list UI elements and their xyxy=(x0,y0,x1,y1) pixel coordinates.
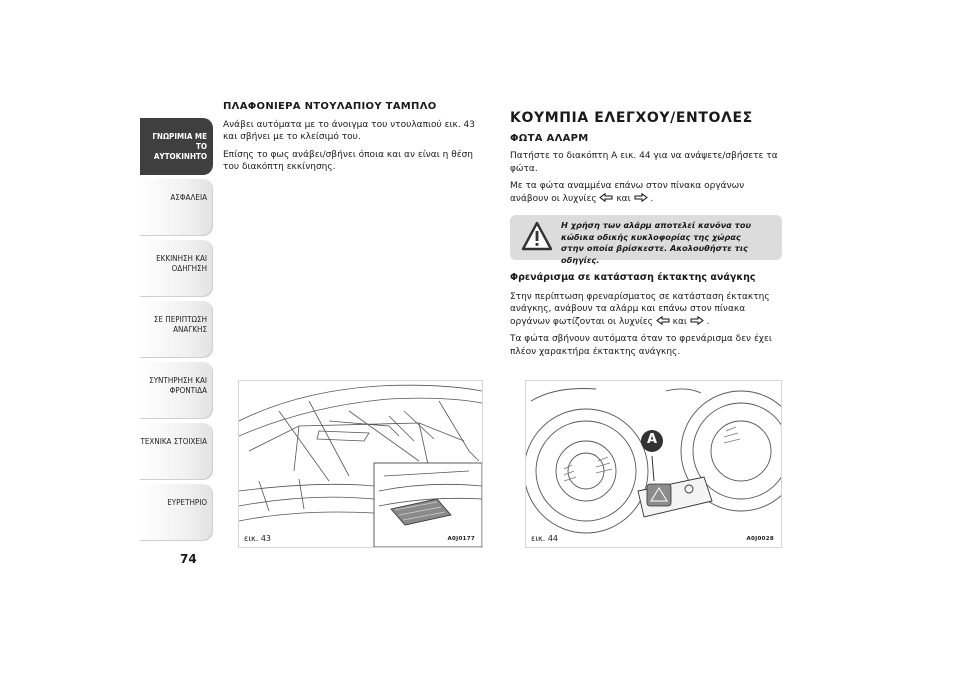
paragraph: Τα φώτα σβήνουν αυτόματα όταν το φρενάρισμα δεν έχει πλέον χαρακτήρα έκτακτης ανάγκης. xyxy=(510,334,772,357)
figure-code: A0J0028 xyxy=(746,536,774,542)
paragraph xyxy=(510,291,782,329)
page-number: 74 xyxy=(180,552,197,566)
tab-index[interactable]: ΕΥΡΕΤΗΡΙΟ xyxy=(140,484,213,541)
callout-label-a: A xyxy=(646,432,658,447)
warning-box xyxy=(510,215,782,265)
tab-technical-data[interactable]: ΤΕΧΝΙΚΑ ΣΤΟΙΧΕΙΑ xyxy=(140,423,213,480)
figure-43-glovebox xyxy=(238,380,483,548)
chapter-tabs xyxy=(140,118,213,545)
section-heading-glovebox-light: ΠΛΑΦΟΝΙΕΡΑ ΝΤΟΥΛΑΠΙΟΥ ΤΑΜΠΛΟ xyxy=(223,101,437,112)
section-heading-hazard-lights: ΦΩΤΑ ΑΛΑΡΜ xyxy=(510,132,589,144)
conjunction: και xyxy=(672,316,687,327)
paragraph: Ανάβει αυτόματα με το άνοιγμα του ντουλαπιού εικ. 43 και σβήνει με το κλείσιμό του. xyxy=(223,119,475,142)
tab-maintenance[interactable]: ΣΥΝΤΗΡΗΣΗ ΚΑΙ ΦΡΟΝΤΙΔΑ xyxy=(140,362,213,419)
conjunction: και xyxy=(616,193,631,204)
page-title: ΚΟΥΜΠΙΑ ΕΛΕΓΧΟΥ/ΕΝΤΟΛΕΣ xyxy=(510,110,753,126)
figure-caption: εικ. 43 xyxy=(244,534,272,543)
paragraph-text: Με τα φώτα αναμμένα επάνω στον πίνακα οργάνων ανάβουν οι λυχνίες xyxy=(510,181,745,204)
paragraph: Πατήστε το διακόπτη A εικ. 44 για να ανάψετε/σβήσετε τα φώτα. xyxy=(510,151,778,174)
figure-44-hazard-button xyxy=(525,380,782,548)
warning-triangle-icon xyxy=(521,221,553,251)
figure-code: A0J0177 xyxy=(447,536,475,542)
tab-emergency[interactable]: ΣΕ ΠΕΡΙΠΤΩΣΗ ΑΝΑΓΚΗΣ xyxy=(140,301,213,358)
warning-text: Η χρήση των αλάρμ αποτελεί κανόνα του κώδικα οδικής κυκλοφορίας της χώρας στην οποία βρίσκεστε. Ακολουθήστε τις οδηγίες. xyxy=(561,220,752,265)
period: . xyxy=(706,316,710,327)
dashboard-vents-illustration xyxy=(526,381,781,547)
tab-getting-to-know[interactable]: ΓΝΩΡΙΜΙΑ ΜΕ ΤΟ ΑΥΤΟΚΙΝΗΤΟ xyxy=(140,118,213,175)
paragraph-text: Στην περίπτωση φρεναρίσματος σε κατάσταση έκτακτης ανάγκης, ανάβουν τα αλάρμ και επάνω στον πίνακα οργάνων φωτίζονται οι λυχνίες xyxy=(510,291,770,327)
section-heading-emergency-braking: Φρενάρισμα σε κατάσταση έκτακτης ανάγκης xyxy=(510,272,756,283)
tab-starting-driving[interactable]: ΕΚΚΙΝΗΣΗ ΚΑΙ ΟΔΗΓΗΣΗ xyxy=(140,240,213,297)
left-column xyxy=(223,101,491,179)
turn-left-indicator-icon xyxy=(656,316,670,325)
glovebox-illustration xyxy=(239,381,482,547)
turn-right-indicator-icon xyxy=(690,316,704,325)
period: . xyxy=(650,193,654,204)
paragraph: Επίσης το φως ανάβει/σβήνει όποια και αν είναι η θέση του διακόπτη εκκίνησης. xyxy=(223,149,473,172)
turn-left-indicator-icon xyxy=(599,193,613,202)
figure-caption: εικ. 44 xyxy=(531,534,559,543)
paragraph xyxy=(510,180,782,205)
right-column xyxy=(510,112,782,363)
turn-right-indicator-icon xyxy=(634,193,648,202)
tab-safety[interactable]: ΑΣΦΑΛΕΙΑ xyxy=(140,179,213,236)
